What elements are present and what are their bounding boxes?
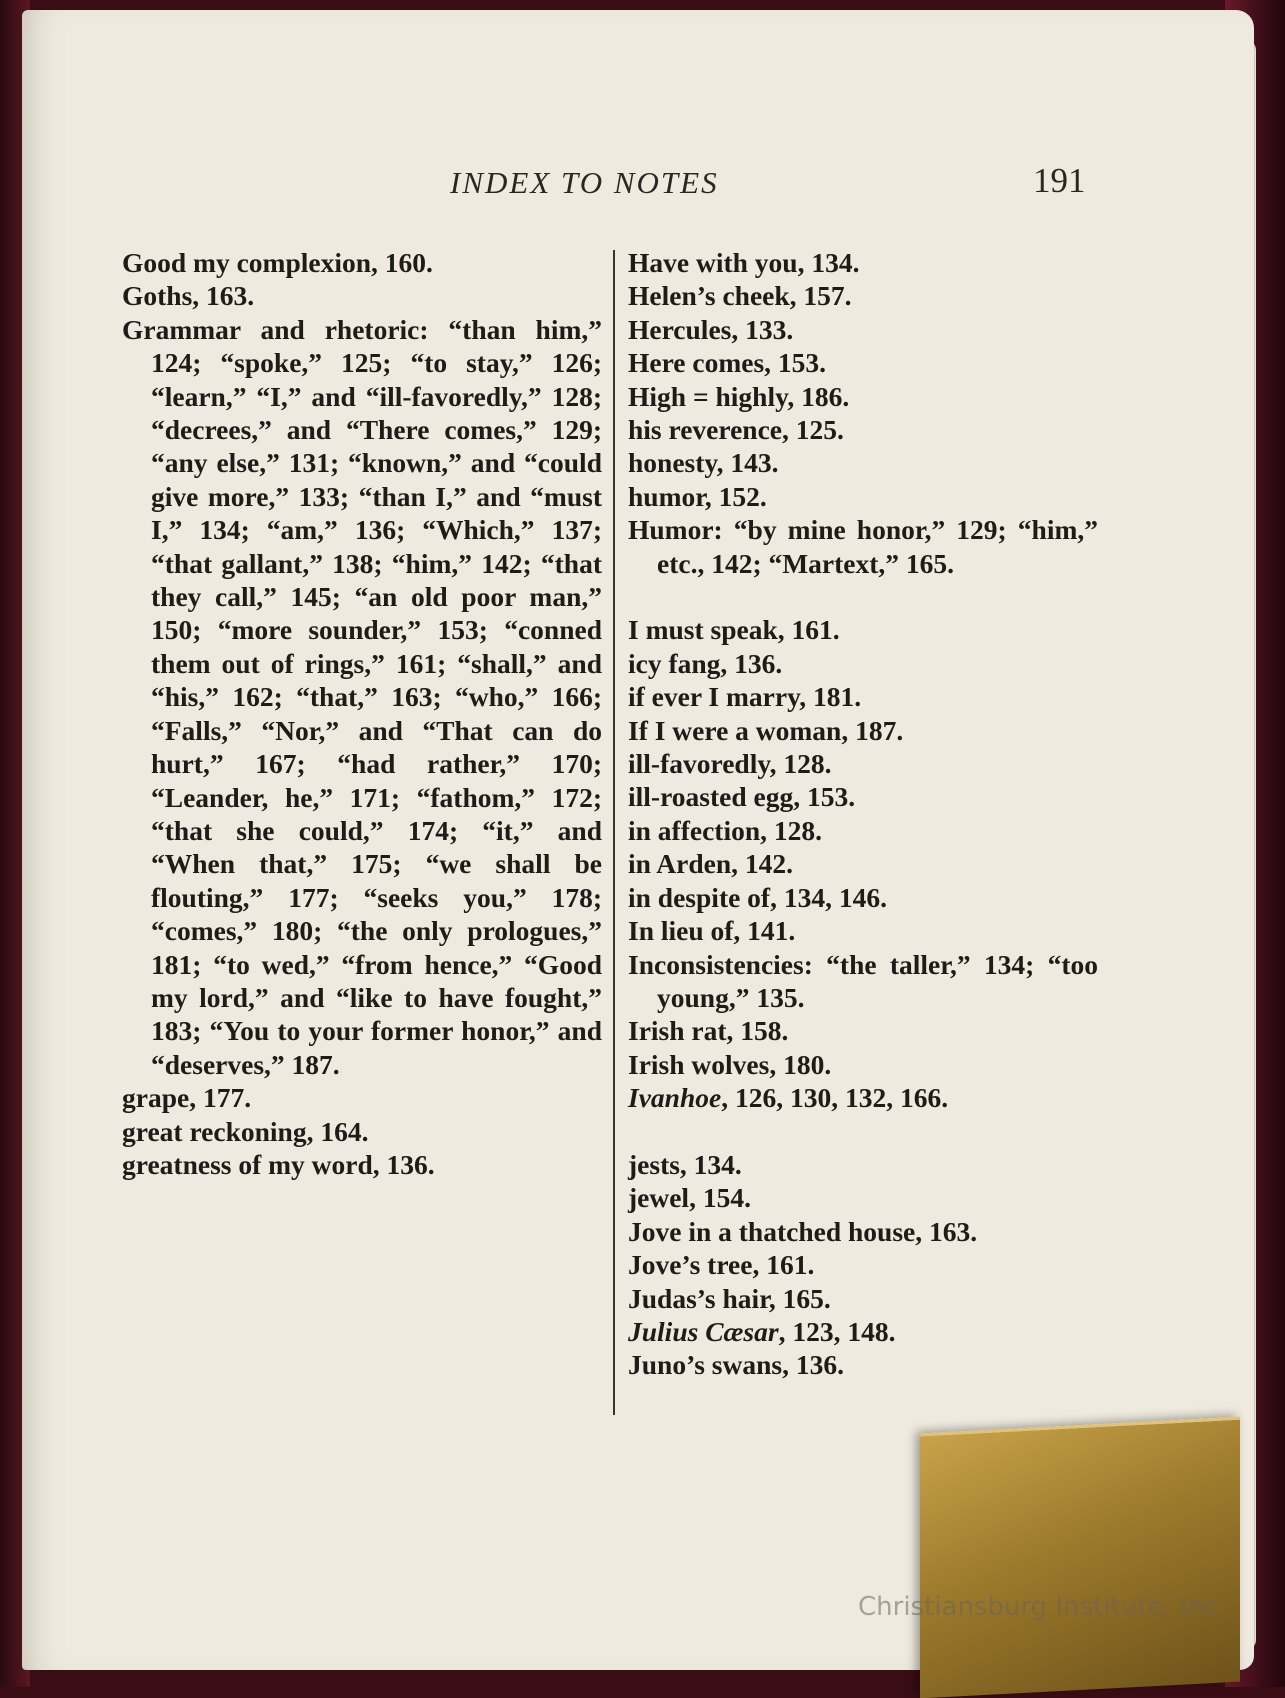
index-entry: Juno’s swans, 136. xyxy=(628,1349,844,1381)
index-entry: honesty, 143. xyxy=(628,447,779,479)
index-entry: jests, 134. xyxy=(628,1148,742,1180)
index-entry: ill-favoredly, 128. xyxy=(628,748,832,780)
index-entry: Judas’s hair, 165. xyxy=(628,1282,831,1314)
page-refs: , 126, 130, 132, 166. xyxy=(721,1082,949,1114)
index-entry: his reverence, 125. xyxy=(628,414,844,446)
index-entry: Helen’s cheek, 157. xyxy=(628,280,852,312)
index-entry: Goths, 163. xyxy=(122,280,255,312)
index-entry-grammar: Grammar and rhetoric: “than him,” 124; “spoke,” 125; “to stay,” 126; “learn,” “I,” and “ill-favoredly,” 128; “decrees,” and “There comes,” 129; “any else,” 131; “known,” and “could give more,” 133; “than I,” and “must I,” 134; “am,” 136; “Which,” 137; “that gallant,” 138; “him,” 142; “that they call,” 145; “an old poor man,” 150; “more sounder,” 153; “conned them out of rings,” 161; “shall,” and “his,” 162; “that,” 163; “who,” 166; “Falls,” “Nor,” and “That can do hurt,” 167; “had rather,” 170; “Leander, he,” 171; “fathom,” 172; “that she could,” 174; “it,” and “When that,” 175; “we shall be flouting,” 177; “seeks you,” 178; “comes,” 180; “the only prologues,” 181; “to wed,” “from hence,” “Good my lord,” and “like to have fought,” 183; “You to your former honor,” and “deserves,” 187. xyxy=(122,313,602,1080)
index-entry: Jove in a thatched house, 163. xyxy=(628,1215,978,1247)
index-entry: Irish wolves, 180. xyxy=(628,1048,832,1080)
index-entry: great reckoning, 164. xyxy=(122,1115,369,1147)
index-entry: I must speak, 161. xyxy=(628,614,840,646)
index-column-left xyxy=(122,246,602,1181)
index-entry: If I were a woman, 187. xyxy=(628,714,904,746)
running-head xyxy=(90,161,1090,205)
index-entry: jewel, 154. xyxy=(628,1182,751,1214)
index-entry-inconsistencies: Inconsistencies: “the taller,” 134; “too young,” 135. xyxy=(628,948,1098,1013)
index-column-right xyxy=(628,246,1098,1382)
index-entry: Irish rat, 158. xyxy=(628,1015,789,1047)
index-entry-ivanhoe xyxy=(628,1081,1098,1114)
brass-clasp xyxy=(920,1417,1240,1698)
index-entry: in affection, 128. xyxy=(628,814,823,846)
index-entry: icy fang, 136. xyxy=(628,647,783,679)
index-entry-julius-caesar xyxy=(628,1315,1098,1348)
index-entry: Good my complexion, 160. xyxy=(122,247,433,278)
column-divider xyxy=(613,250,615,1415)
index-entry: in despite of, 134, 146. xyxy=(628,881,887,913)
index-entry: Jove’s tree, 161. xyxy=(628,1249,815,1281)
index-entry: Have with you, 134. xyxy=(628,247,860,278)
work-title: Julius Cæsar xyxy=(628,1315,779,1347)
page-number: 191 xyxy=(1033,161,1086,200)
watermark: Christiansburg Institute, Inc xyxy=(858,1592,1219,1622)
page-refs: , 123, 148. xyxy=(778,1315,896,1347)
running-title: INDEX TO NOTES xyxy=(450,165,719,200)
index-entry: in Arden, 142. xyxy=(628,848,794,880)
letter-gap xyxy=(628,1115,1098,1148)
index-entry: grape, 177. xyxy=(122,1082,252,1114)
index-entry: High = highly, 186. xyxy=(628,380,850,412)
index-entry-humor: Humor: “by mine honor,” 129; “him,” etc., 142; “Martext,” 165. xyxy=(628,514,1098,579)
index-entry: humor, 152. xyxy=(628,480,767,512)
index-entry: Hercules, 133. xyxy=(628,313,794,345)
index-entry: greatness of my word, 136. xyxy=(122,1148,435,1180)
index-entry: if ever I marry, 181. xyxy=(628,681,862,713)
work-title: Ivanhoe xyxy=(628,1082,722,1114)
index-entry: ill-roasted egg, 153. xyxy=(628,781,856,813)
letter-gap xyxy=(628,580,1098,613)
index-entry: Here comes, 153. xyxy=(628,347,827,379)
index-entry: In lieu of, 141. xyxy=(628,915,796,947)
